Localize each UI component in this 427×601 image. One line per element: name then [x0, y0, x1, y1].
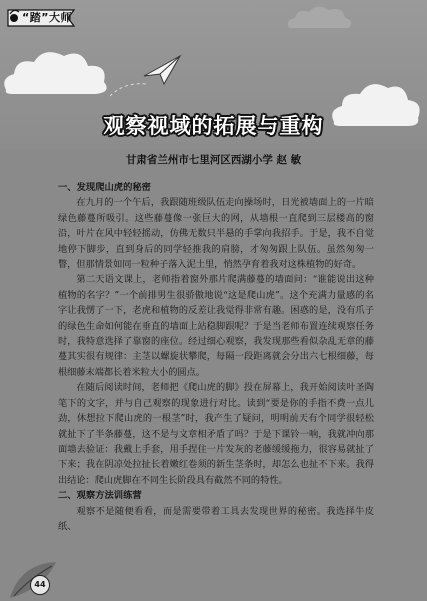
article-title: 观察视域的拓展与重构	[103, 114, 324, 138]
article-body	[58, 180, 374, 534]
article-author: 甘肃省兰州市七里河区西湖小学 赵 敏	[125, 154, 302, 166]
page-number: 44	[30, 575, 50, 595]
cloud-left	[0, 40, 120, 100]
cloud-small	[285, 2, 355, 32]
column-tag: “踏”大师	[22, 11, 72, 24]
plane-trail	[110, 78, 150, 98]
paragraph: 在九月的一个午后，我跟随班级队伍走向操场时，日光被墙面上的一片暗绿色藤蔓所吸引。这些藤蔓像一张巨大的网，从墙根一直爬到三层楼高的窗沿，叶片在风中轻轻摇动，仿佛无数只半悬的手掌向我招手。于是，我不自觉地停下脚步，直到身后的同学轻推我的肩膀，才匆匆跟上队伍。虽然匆匆一瞥，但那情景如同一粒种子落入泥土里，悄然孕育着我对这株植物的好奇。	[58, 197, 374, 271]
paragraph: 在随后阅读时间，老师把《爬山虎的脚》投在屏幕上，我开始阅读叶圣陶笔下的文字，并与自己观察的现象进行对比。读到“要是你的手指不费一点儿劲，休想拉下爬山虎的一根茎”时，我产生了疑问，明明前天有个同学很轻松就扯下了半条藤蔓，这不是与文章相矛盾了吗？于是下课铃一响，我就冲向那面墙去验证：我戴上手套，用手捏住一片发灰的老藤缓缓拖力，很容易就扯了下来；我在阴凉处拉扯长着嫩红卷须的新生茎条时，却怎么也扯不下来。我得出结论：爬山虎脚在不同生长阶段具有截然不同的特性。	[58, 382, 374, 486]
section-heading: 二、观察方法训练营	[58, 490, 142, 502]
paragraph: 第二天语文课上，老师指着窗外那片爬满藤蔓的墙面问：“谁能说出这种植物的名字？”一个前排男生很骄傲地说“这是爬山虎”。这个充满力量感的名字让我愣了一下，老虎和植物的反差让我觉得非常有趣。困惑的是，没有爪子的绿色生命如何能在垂直的墙面上站稳脚跟呢？于是当老师布置连续观察任务时，我特意选择了靠窗的座位。经过细心观察，我发现那些看似杂乱无章的藤蔓其实很有规律：主茎以螺旋状攀爬，每隔一段距离就会分出六七根细藤，每根细藤末端都长着米粒大小的圆点。	[58, 274, 374, 378]
section-heading: 一、发现爬山虎的秘密	[58, 182, 151, 193]
paragraph: 观察不是随便看看，而是需要带着工具去发现世界的秘密。我选择牛皮纸、	[58, 505, 374, 532]
